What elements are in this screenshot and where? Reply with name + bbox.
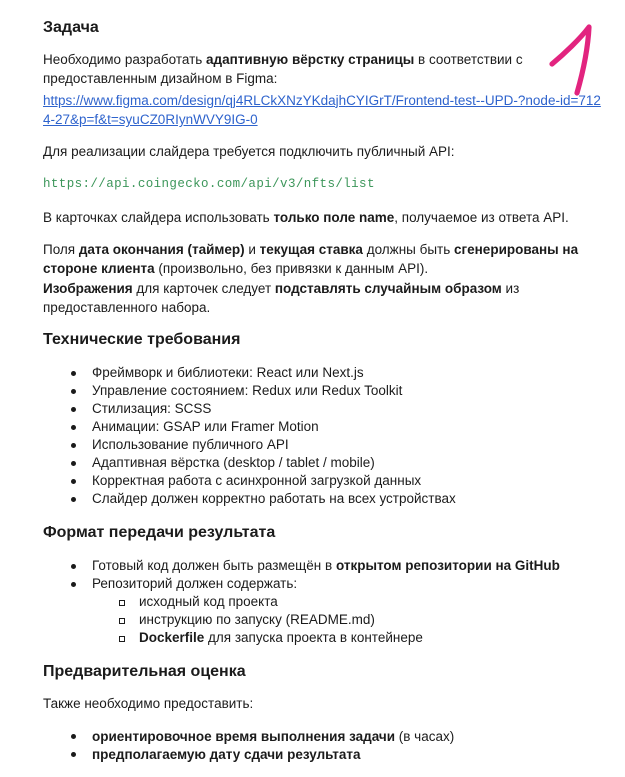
- intro-paragraph: Необходимо разработать адаптивную вёрстку страницы в соответствии с предоставленным дизайном в Figma:: [43, 52, 523, 87]
- list-item: инструкцию по запуску (README.md): [139, 611, 603, 629]
- repo-contents-sublist: [92, 593, 603, 647]
- list-item: Стилизация: SCSS: [92, 400, 603, 418]
- figma-link[interactable]: https://www.figma.com/design/qj4RLCkXNzYKdajhCYIGrT/Frontend-test--UPD-?node-id=7124-27&p=f&t=syuCZ0RIynWVY9IG-0: [43, 92, 601, 128]
- fields-note-paragraph: Поля дата окончания (таймер) и текущая ставка должны быть сгенерированы на стороне клиента (произвольно, без привязки к данным API). Изображения для карточек следует подставлять случайным образом из предоставленного набора.: [43, 241, 579, 316]
- list-item: Фреймворк и библиотеки: React или Next.js: [92, 364, 603, 382]
- api-endpoint-code: https://api.coingecko.com/api/v3/nfts/list: [43, 177, 375, 192]
- list-item: Управление состоянием: Redux или Redux Toolkit: [92, 382, 603, 400]
- list-item: Адаптивная вёрстка (desktop / tablet / mobile): [92, 454, 603, 472]
- heading-tech-requirements: Технические требования: [43, 331, 241, 349]
- tech-requirements-list: [43, 364, 603, 508]
- estimate-intro-paragraph: Также необходимо предоставить:: [43, 696, 254, 712]
- list-item: Dockerfile для запуска проекта в контейнере: [139, 629, 603, 647]
- figma-link-paragraph: [43, 91, 603, 130]
- cards-note-paragraph: В карточках слайдера использовать только поле name, получаемое из ответа API.: [43, 210, 569, 226]
- list-item: исходный код проекта: [139, 593, 603, 611]
- heading-preliminary-estimate: Предварительная оценка: [43, 663, 246, 681]
- list-item: Корректная работа с асинхронной загрузкой данных: [92, 472, 603, 490]
- api-intro-paragraph: Для реализации слайдера требуется подключить публичный API:: [43, 143, 455, 159]
- list-item: предполагаемую дату сдачи результата: [92, 746, 603, 764]
- handwritten-mark-1-icon: [545, 20, 607, 100]
- list-item: ориентировочное время выполнения задачи (в часах): [92, 728, 603, 746]
- list-item: Использование публичного API: [92, 436, 603, 454]
- result-format-list: [43, 557, 603, 647]
- list-item: [92, 575, 603, 647]
- heading-task: Задача: [43, 19, 99, 36]
- mark-stroke: [552, 27, 589, 93]
- estimate-list: [43, 728, 603, 764]
- list-item: Готовый код должен быть размещён в открытом репозитории на GitHub: [92, 557, 603, 575]
- list-item: Слайдер должен корректно работать на всех устройствах: [92, 490, 603, 508]
- list-item: Анимации: GSAP или Framer Motion: [92, 418, 603, 436]
- heading-result-format: Формат передачи результата: [43, 524, 276, 542]
- list-item-text: Репозиторий должен содержать:: [92, 576, 298, 592]
